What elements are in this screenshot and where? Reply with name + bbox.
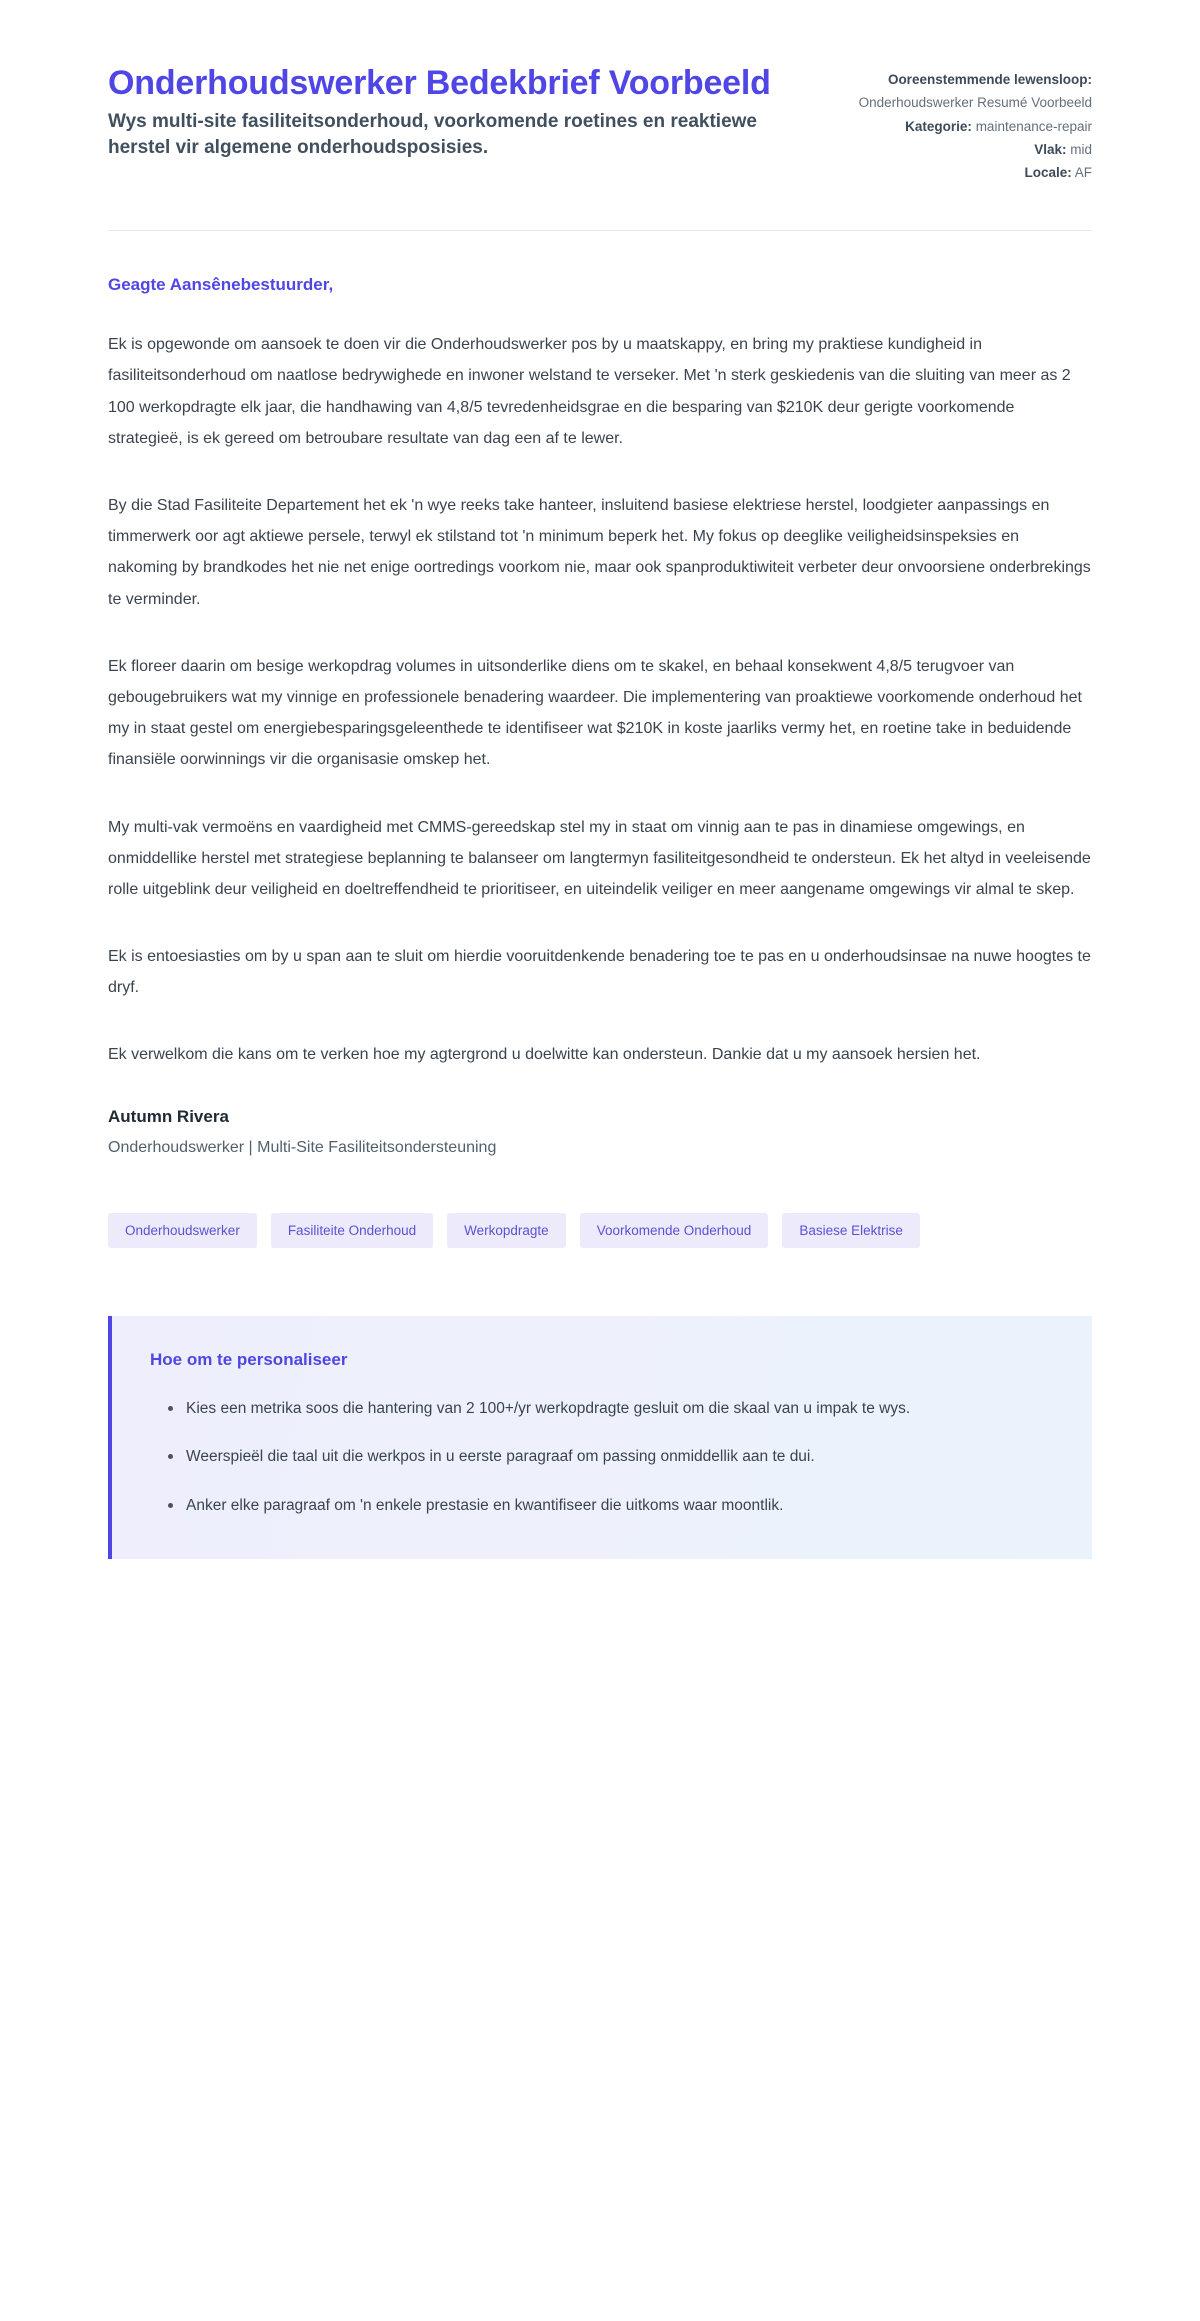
tag-chip[interactable]: Basiese Elektrise <box>782 1213 920 1249</box>
meta-row-locale <box>852 163 1092 183</box>
meta-label-locale: Locale: <box>1024 165 1072 180</box>
letter-paragraph: By die Stad Fasiliteite Departement het ek 'n wye reeks take hanteer, insluitend basiese elektriese herstel, loodgieter aanpassings en timmerwerk oor agt aktiewe persele, terwyl ek stilstand tot 'n minimum beperk het. My fokus op deeglike veiligheidsinspeksies en nakoming by brandkodes het nie net enige oortredings voorkom nie, maar ook spanproduktiwiteit verbeter deur onvoorsiene onderbrekings te verminder. <box>108 497 1091 608</box>
letter-paragraph: My multi-vak vermoëns en vaardigheid met CMMS-gereedskap stel my in staat om vinnig aan te pas in dinamiese omgewings, en onmiddellike herstel met strategiese beplanning te balanseer om langtermyn fasiliteitgesondheid te ondersteun. Ek het altyd in veeleisende rolle uitgeblink deur veiligheid en doeltreffendheid te prioritiseer, en uiteindelik veiliger en meer aangename omgewings vir almal te skep. <box>108 818 1091 898</box>
meta-row-resume <box>852 70 1092 90</box>
meta-label-resume: Ooreenstemmende lewensloop: <box>887 72 1092 87</box>
personalization-callout <box>108 1316 1092 1559</box>
callout-list-item: Kies een metrika soos die hantering van 2 100+/yr werkopdragte gesluit om die skaal van u impak te wys. <box>172 1394 1052 1424</box>
page-title: Onderhoudswerker Bedekbrief Voorbeeld <box>108 64 771 102</box>
tag-chip[interactable]: Werkopdragte <box>447 1213 566 1249</box>
callout-list <box>150 1394 1052 1521</box>
meta-value-locale: AF <box>1074 165 1092 180</box>
letter-paragraph: Ek verwelkom die kans om te verken hoe my agtergrond u doelwitte kan ondersteun. Dankie dat u my aansoek hersien het. <box>108 1046 981 1064</box>
letter-paragraph: Ek is entoesiasties om by u span aan te sluit om hierdie vooruitdenkende benadering toe te pas en u onderhoudsinsae na nuwe hoogtes te dryf. <box>108 948 1091 997</box>
header-left <box>108 62 812 162</box>
page-subtitle: Wys multi-site fasiliteitsonderhoud, voorkomende roetines en reaktiewe herstel vir algemene onderhoudsposisies. <box>108 110 757 159</box>
callout-title: Hoe om te personaliseer <box>150 1350 348 1370</box>
meta-row-resume-value <box>852 93 1092 113</box>
callout-list-item: Anker elke paragraaf om 'n enkele prestasie en kwantifiseer die uitkoms waar moontlik. <box>172 1491 1052 1521</box>
meta-label-category: Kategorie: <box>905 118 972 134</box>
tag-chip[interactable]: Voorkomende Onderhoud <box>580 1213 769 1249</box>
meta-value-level: mid <box>1070 141 1092 157</box>
tag-chip[interactable]: Fasiliteite Onderhoud <box>271 1213 433 1249</box>
letter-salutation: Geagte Aansênebestuurder, <box>108 275 334 295</box>
cover-letter-body <box>108 231 1092 1559</box>
signature-role: Onderhoudswerker | Multi-Site Fasiliteitsondersteuning <box>108 1138 497 1156</box>
signature-name: Autumn Rivera <box>108 1106 229 1126</box>
meta-value-category: maintenance-repair <box>975 118 1092 134</box>
callout-list-item: Weerspieël die taal uit die werkpos in u eerste paragraaf om passing onmiddellik aan te dui. <box>172 1442 1052 1472</box>
tag-chip[interactable]: Onderhoudswerker <box>108 1213 257 1249</box>
meta-row-level <box>852 140 1092 160</box>
letter-paragraph: Ek is opgewonde om aansoek te doen vir die Onderhoudswerker pos by u maatskappy, en bring my praktiese kundigheid in fasiliteitsonderhoud om naatlose bedrywighede en inwoner welstand te verseker. Met 'n sterk geskiedenis van die sluiting van meer as 2 100 werkopdragte elk jaar, die handhawing van 4,8/5 tevredenheidsgrae en die besparing van $210K deur gerigte voorkomende strategieë, is ek gereed om betroubare resultate van dag een af te lewer. <box>108 336 1071 447</box>
tag-list <box>108 1213 988 1249</box>
signature-block <box>108 1107 1092 1157</box>
document-metadata <box>852 62 1092 186</box>
document-header <box>108 0 1092 186</box>
meta-row-category <box>852 117 1092 137</box>
letter-paragraph: Ek floreer daarin om besige werkopdrag volumes in uitsonderlike diens om te skakel, en behaal konsekwent 4,8/5 terugvoer van gebougebruikers wat my vinnige en professionele benadering waardeer. Die implementering van proaktiewe voorkomende onderhoud het my in staat gestel om energiebesparingsgeleenthede te identifiseer wat $210K in koste jaarliks vermy het, en roetine take in beduidende finansiële oorwinnings vir die organisasie omskep het. <box>108 657 1082 769</box>
meta-label-level: Vlak: <box>1034 141 1067 157</box>
meta-value-resume: Onderhoudswerker Resumé Voorbeeld <box>858 95 1092 111</box>
